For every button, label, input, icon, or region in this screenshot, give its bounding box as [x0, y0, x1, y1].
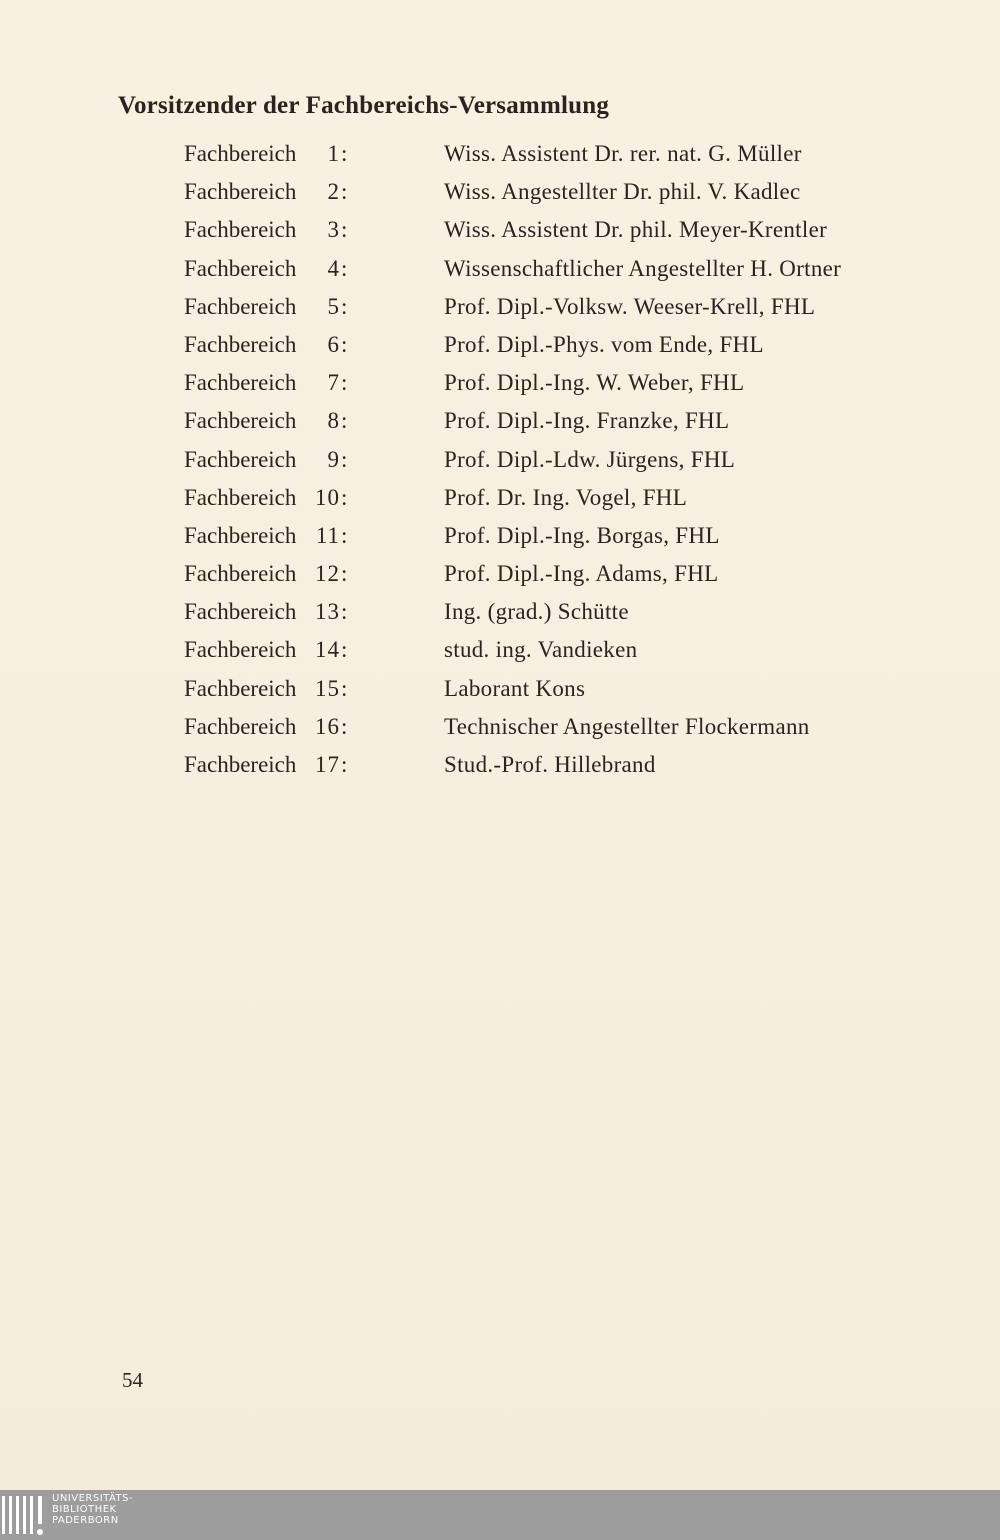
- department-label: Fachbereich: [184, 408, 297, 434]
- separator-colon: :: [341, 484, 348, 510]
- separator-colon: :: [341, 293, 348, 319]
- list-item: [0, 670, 1000, 708]
- department-label: Fachbereich: [184, 522, 297, 548]
- list-item: [0, 326, 1000, 364]
- department-number: 16: [315, 713, 340, 739]
- chair-name: Prof. Dipl.-Ldw. Jürgens, FHL: [444, 446, 736, 472]
- department-number: 12: [315, 561, 340, 587]
- department-label: Fachbereich: [184, 331, 297, 357]
- chair-name: Laborant Kons: [444, 675, 586, 701]
- chair-name: Wiss. Assistent Dr. phil. Meyer-Krentler: [444, 217, 828, 243]
- department-label: Fachbereich: [184, 637, 297, 663]
- department-number: 4: [327, 255, 340, 281]
- list-item: [0, 593, 1000, 631]
- separator-colon: :: [341, 446, 348, 472]
- list-item: [0, 708, 1000, 746]
- separator-colon: :: [341, 675, 348, 701]
- list-item: [0, 402, 1000, 440]
- department-number: 1: [327, 141, 340, 166]
- department-label: Fachbereich: [184, 599, 297, 625]
- chair-name: Wiss. Assistent Dr. rer. nat. G. Müller: [444, 141, 802, 166]
- department-label: Fachbereich: [184, 217, 297, 243]
- chair-list: [0, 135, 1000, 784]
- library-footer-bar: [0, 1490, 1000, 1540]
- chair-name: Wiss. Angestellter Dr. phil. V. Kadlec: [444, 179, 801, 205]
- department-number: 3: [327, 217, 340, 243]
- separator-colon: :: [341, 522, 348, 548]
- separator-colon: :: [341, 408, 348, 434]
- separator-colon: :: [341, 599, 348, 625]
- section-heading: Vorsitzender der Fachbereichs-Versammlung: [118, 92, 610, 119]
- page-number: 54: [122, 1368, 143, 1392]
- department-label: Fachbereich: [184, 179, 297, 205]
- department-number: 6: [327, 331, 340, 357]
- list-item: [0, 364, 1000, 402]
- chair-name: Stud.-Prof. Hillebrand: [444, 752, 656, 777]
- department-number: 9: [327, 446, 340, 472]
- department-number: 5: [327, 293, 340, 319]
- department-label: Fachbereich: [184, 255, 297, 281]
- separator-colon: :: [341, 255, 348, 281]
- department-label: Fachbereich: [184, 293, 297, 319]
- separator-colon: :: [341, 370, 348, 396]
- department-label: Fachbereich: [184, 446, 297, 472]
- list-item: [0, 135, 1000, 173]
- department-number: 7: [327, 370, 340, 396]
- list-item: [0, 479, 1000, 517]
- chair-name: Prof. Dr. Ing. Vogel, FHL: [444, 484, 688, 510]
- list-item: [0, 173, 1000, 211]
- chair-name: Prof. Dipl.-Volksw. Weeser-Krell, FHL: [444, 293, 816, 319]
- department-number: 11: [315, 522, 340, 548]
- list-item: [0, 555, 1000, 593]
- chair-name: Prof. Dipl.-Ing. Adams, FHL: [444, 561, 719, 587]
- separator-colon: :: [341, 637, 348, 663]
- department-label: Fachbereich: [184, 752, 297, 777]
- list-item: [0, 517, 1000, 555]
- department-label: Fachbereich: [184, 370, 297, 396]
- chair-name: Prof. Dipl.-Ing. Borgas, FHL: [444, 522, 720, 548]
- chair-name: Prof. Dipl.-Ing. Franzke, FHL: [444, 408, 730, 434]
- chair-name: Ing. (grad.) Schütte: [444, 599, 629, 625]
- chair-name: Wissenschaftlicher Angestellter H. Ortner: [444, 255, 842, 281]
- list-item: [0, 211, 1000, 249]
- department-number: 2: [327, 179, 340, 205]
- list-item: [0, 250, 1000, 288]
- separator-colon: :: [341, 713, 348, 739]
- chair-name: stud. ing. Vandieken: [444, 637, 638, 663]
- department-number: 15: [315, 675, 340, 701]
- department-number: 14: [315, 637, 340, 663]
- separator-colon: :: [341, 141, 348, 166]
- department-number: 8: [327, 408, 340, 434]
- department-label: Fachbereich: [184, 675, 297, 701]
- library-name-line: BIBLIOTHEK: [52, 1504, 117, 1515]
- department-number: 13: [315, 599, 340, 625]
- list-item: [0, 441, 1000, 479]
- library-name: [52, 1493, 133, 1526]
- separator-colon: :: [341, 179, 348, 205]
- department-label: Fachbereich: [184, 561, 297, 587]
- separator-colon: :: [341, 561, 348, 587]
- separator-colon: :: [341, 752, 348, 777]
- library-logo-icon: [0, 1492, 46, 1538]
- separator-colon: :: [341, 217, 348, 243]
- chair-name: Technischer Angestellter Flockermann: [444, 713, 810, 739]
- separator-colon: :: [341, 331, 348, 357]
- library-name-line: UNIVERSITÄTS-: [52, 1493, 134, 1504]
- chair-name: Prof. Dipl.-Ing. W. Weber, FHL: [444, 370, 745, 396]
- list-item: [0, 288, 1000, 326]
- department-label: Fachbereich: [184, 484, 297, 510]
- list-item: [0, 746, 1000, 784]
- department-number: 17: [315, 752, 340, 777]
- department-number: 10: [315, 484, 340, 510]
- department-label: Fachbereich: [184, 713, 297, 739]
- library-name-line: PADERBORN: [52, 1515, 119, 1526]
- department-label: Fachbereich: [184, 141, 297, 166]
- chair-name: Prof. Dipl.-Phys. vom Ende, FHL: [444, 331, 764, 357]
- list-item: [0, 631, 1000, 669]
